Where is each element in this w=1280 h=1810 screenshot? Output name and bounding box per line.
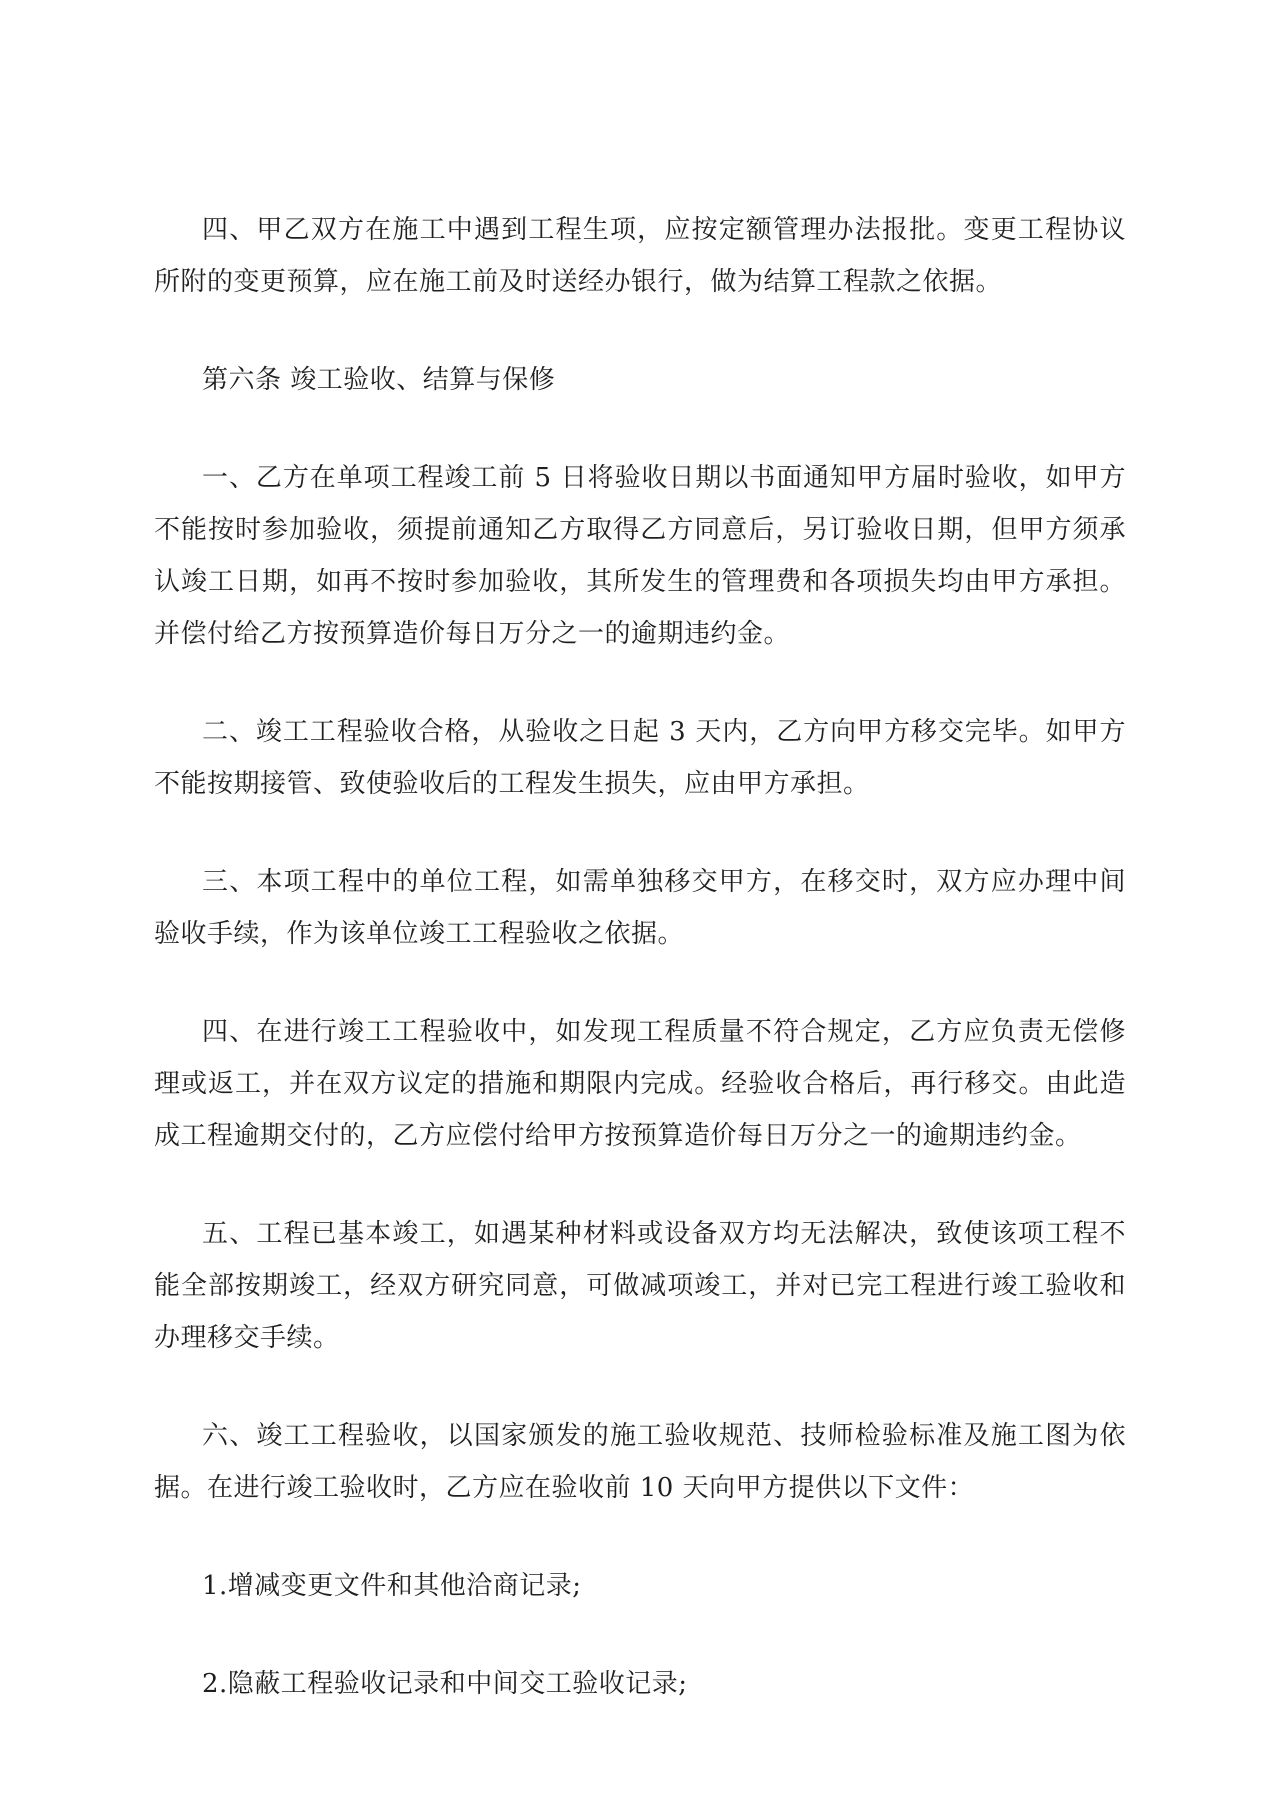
list-item-2: 2.隐蔽工程验收记录和中间交工验收记录; <box>202 1669 688 1699</box>
paragraph-clause-2: 二、竣工工程验收合格，从验收之日起 3 天内，乙方向甲方移交完毕。如甲方不能按期接管、致使验收后的工程发生损失，应由甲方承担。 <box>154 717 1126 799</box>
list-item-1: 1.增减变更文件和其他洽商记录; <box>202 1571 582 1601</box>
document-page <box>154 204 1126 1710</box>
paragraph-clause-6: 六、竣工工程验收，以国家颁发的施工验收规范、技师检验标准及施工图为依据。在进行竣工验收时，乙方应在验收前 10 天向甲方提供以下文件： <box>154 1421 1126 1503</box>
paragraph-clause-5: 五、工程已基本竣工，如遇某种材料或设备双方均无法解决，致使该项工程不能全部按期竣工，经双方研究同意，可做减项竣工，并对已完工程进行竣工验收和办理移交手续。 <box>154 1219 1126 1353</box>
paragraph-clause-3: 三、本项工程中的单位工程，如需单独移交甲方，在移交时，双方应办理中间验收手续，作为该单位竣工工程验收之依据。 <box>154 867 1126 949</box>
paragraph-clause-1: 一、乙方在单项工程竣工前 5 日将验收日期以书面通知甲方届时验收，如甲方不能按时参加验收，须提前通知乙方取得乙方同意后，另订验收日期，但甲方须承认竣工日期，如再不按时参加验收，其所发生的管理费和各项损失均由甲方承担。并偿付给乙方按预算造价每日万分之一的逾期违约金。 <box>154 463 1126 649</box>
paragraph-change-budget: 四、甲乙双方在施工中遇到工程生项，应按定额管理办法报批。变更工程协议所附的变更预算，应在施工前及时送经办银行，做为结算工程款之依据。 <box>154 215 1126 297</box>
paragraph-clause-4: 四、在进行竣工工程验收中，如发现工程质量不符合规定，乙方应负责无偿修理或返工，并在双方议定的措施和期限内完成。经验收合格后，再行移交。由此造成工程逾期交付的，乙方应偿付给甲方按预算造价每日万分之一的逾期违约金。 <box>154 1017 1126 1151</box>
section-heading-article-6: 第六条 竣工验收、结算与保修 <box>202 365 556 395</box>
